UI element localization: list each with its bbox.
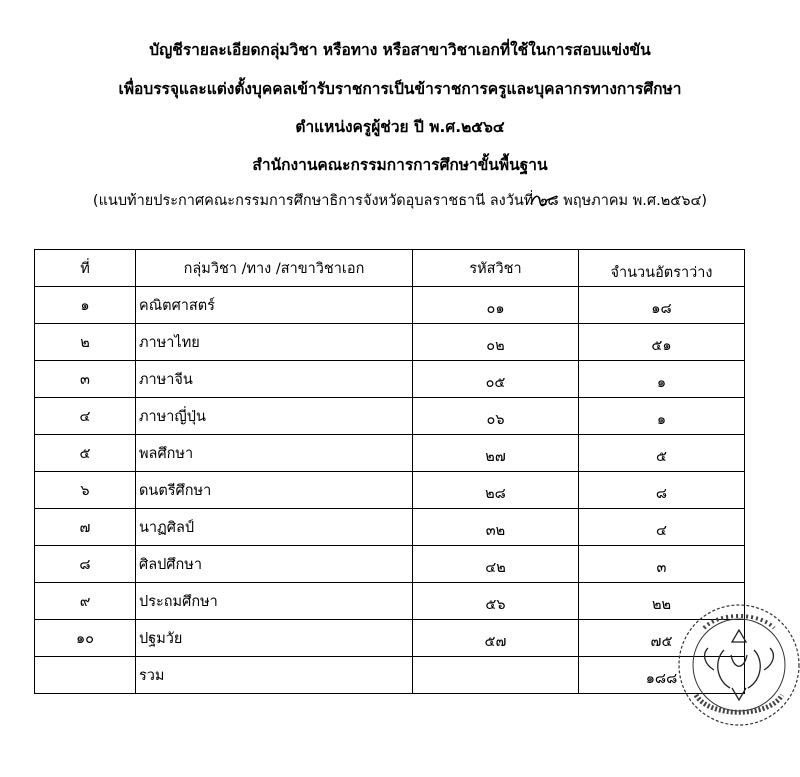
table-row bbox=[35, 583, 745, 620]
table-header-row bbox=[35, 250, 745, 287]
title-line-4: สำนักงานคณะกรรมการการศึกษาขั้นพื้นฐาน bbox=[252, 156, 548, 174]
cell-vacancies: ๑ bbox=[579, 398, 745, 435]
cell-no: ๒ bbox=[35, 324, 136, 361]
cell-vacancies: ๘ bbox=[579, 472, 745, 509]
official-seal-icon bbox=[674, 600, 800, 730]
cell-code: ๕๗ bbox=[413, 620, 579, 657]
cell-no: ๘ bbox=[35, 546, 136, 583]
total-vacancies: ๑๘๘ bbox=[579, 657, 745, 694]
cell-code: ๐๖ bbox=[413, 398, 579, 435]
cell-code: ๔๒ bbox=[413, 546, 579, 583]
cell-code: ๕๖ bbox=[413, 583, 579, 620]
cell-name: คณิตศาสตร์ bbox=[136, 287, 413, 324]
cell-no: ๑๐ bbox=[35, 620, 136, 657]
cell-name: ภาษาญี่ปุ่น bbox=[136, 398, 413, 435]
cell-vacancies: ๑ bbox=[579, 361, 745, 398]
cell-no: ๙ bbox=[35, 583, 136, 620]
cell-name: ศิลปศึกษา bbox=[136, 546, 413, 583]
cell-code: ๐๕ bbox=[413, 361, 579, 398]
cell-no: ๖ bbox=[35, 472, 136, 509]
cell-name: ภาษาจีน bbox=[136, 361, 413, 398]
column-header-no: ที่ bbox=[35, 250, 136, 287]
cell-name: พลศึกษา bbox=[136, 435, 413, 472]
cell-vacancies: ๕ bbox=[579, 435, 745, 472]
cell-vacancies: ๑๘ bbox=[579, 287, 745, 324]
table-row bbox=[35, 324, 745, 361]
table-total-row bbox=[35, 657, 745, 694]
column-header-vacancies: จำนวนอัตราว่าง bbox=[579, 250, 745, 287]
title-line-3: ตำแหน่งครูผู้ช่วย ปี พ.ศ.๒๕๖๔ bbox=[295, 118, 505, 136]
subject-table bbox=[34, 249, 745, 694]
total-cell-no bbox=[35, 657, 136, 694]
title-line-1: บัญชีรายละเอียดกลุ่มวิชา หรือทาง หรือสาขาวิชาเอกที่ใช้ในการสอบแข่งขัน bbox=[149, 41, 651, 59]
table-row bbox=[35, 361, 745, 398]
cell-code: ๐๒ bbox=[413, 324, 579, 361]
column-header-name: กลุ่มวิชา /ทาง /สาขาวิชาเอก bbox=[136, 250, 413, 287]
cell-no: ๑ bbox=[35, 287, 136, 324]
table-row bbox=[35, 398, 745, 435]
cell-code: ๐๑ bbox=[413, 287, 579, 324]
cell-name: ภาษาไทย bbox=[136, 324, 413, 361]
column-header-code: รหัสวิชา bbox=[413, 250, 579, 287]
cell-no: ๕ bbox=[35, 435, 136, 472]
cell-no: ๔ bbox=[35, 398, 136, 435]
cell-no: ๓ bbox=[35, 361, 136, 398]
table-row bbox=[35, 472, 745, 509]
total-cell-code bbox=[413, 657, 579, 694]
cell-vacancies: ๗๕ bbox=[579, 620, 745, 657]
cell-name: ดนตรีศึกษา bbox=[136, 472, 413, 509]
cell-vacancies: ๔ bbox=[579, 509, 745, 546]
cell-code: ๓๒ bbox=[413, 509, 579, 546]
table-row bbox=[35, 287, 745, 324]
cell-name: ปฐมวัย bbox=[136, 620, 413, 657]
total-label: รวม bbox=[136, 657, 413, 694]
cell-code: ๒๗ bbox=[413, 435, 579, 472]
table-row bbox=[35, 620, 745, 657]
handwritten-date-mark bbox=[529, 190, 559, 212]
cell-vacancies: ๓ bbox=[579, 546, 745, 583]
cell-vacancies: ๒๒ bbox=[579, 583, 745, 620]
table-row bbox=[35, 546, 745, 583]
cell-code: ๒๘ bbox=[413, 472, 579, 509]
cell-no: ๗ bbox=[35, 509, 136, 546]
cell-vacancies: ๕๑ bbox=[579, 324, 745, 361]
cell-name: ประถมศึกษา bbox=[136, 583, 413, 620]
title-line-2: เพื่อบรรจุและแต่งตั้งบุคคลเข้ารับราชการเป็นข้าราชการครูและบุคลากรทางการศึกษา bbox=[118, 80, 682, 98]
table-row bbox=[35, 509, 745, 546]
cell-name: นาฏศิลป์ bbox=[136, 509, 413, 546]
subtitle-line: (แนบท้ายประกาศคณะกรรมการศึกษาธิการจังหวัดอุบลราชธานี ลงวันที่ ๒๘ พฤษภาคม พ.ศ.๒๕๖๔) bbox=[92, 193, 708, 209]
table-row bbox=[35, 435, 745, 472]
